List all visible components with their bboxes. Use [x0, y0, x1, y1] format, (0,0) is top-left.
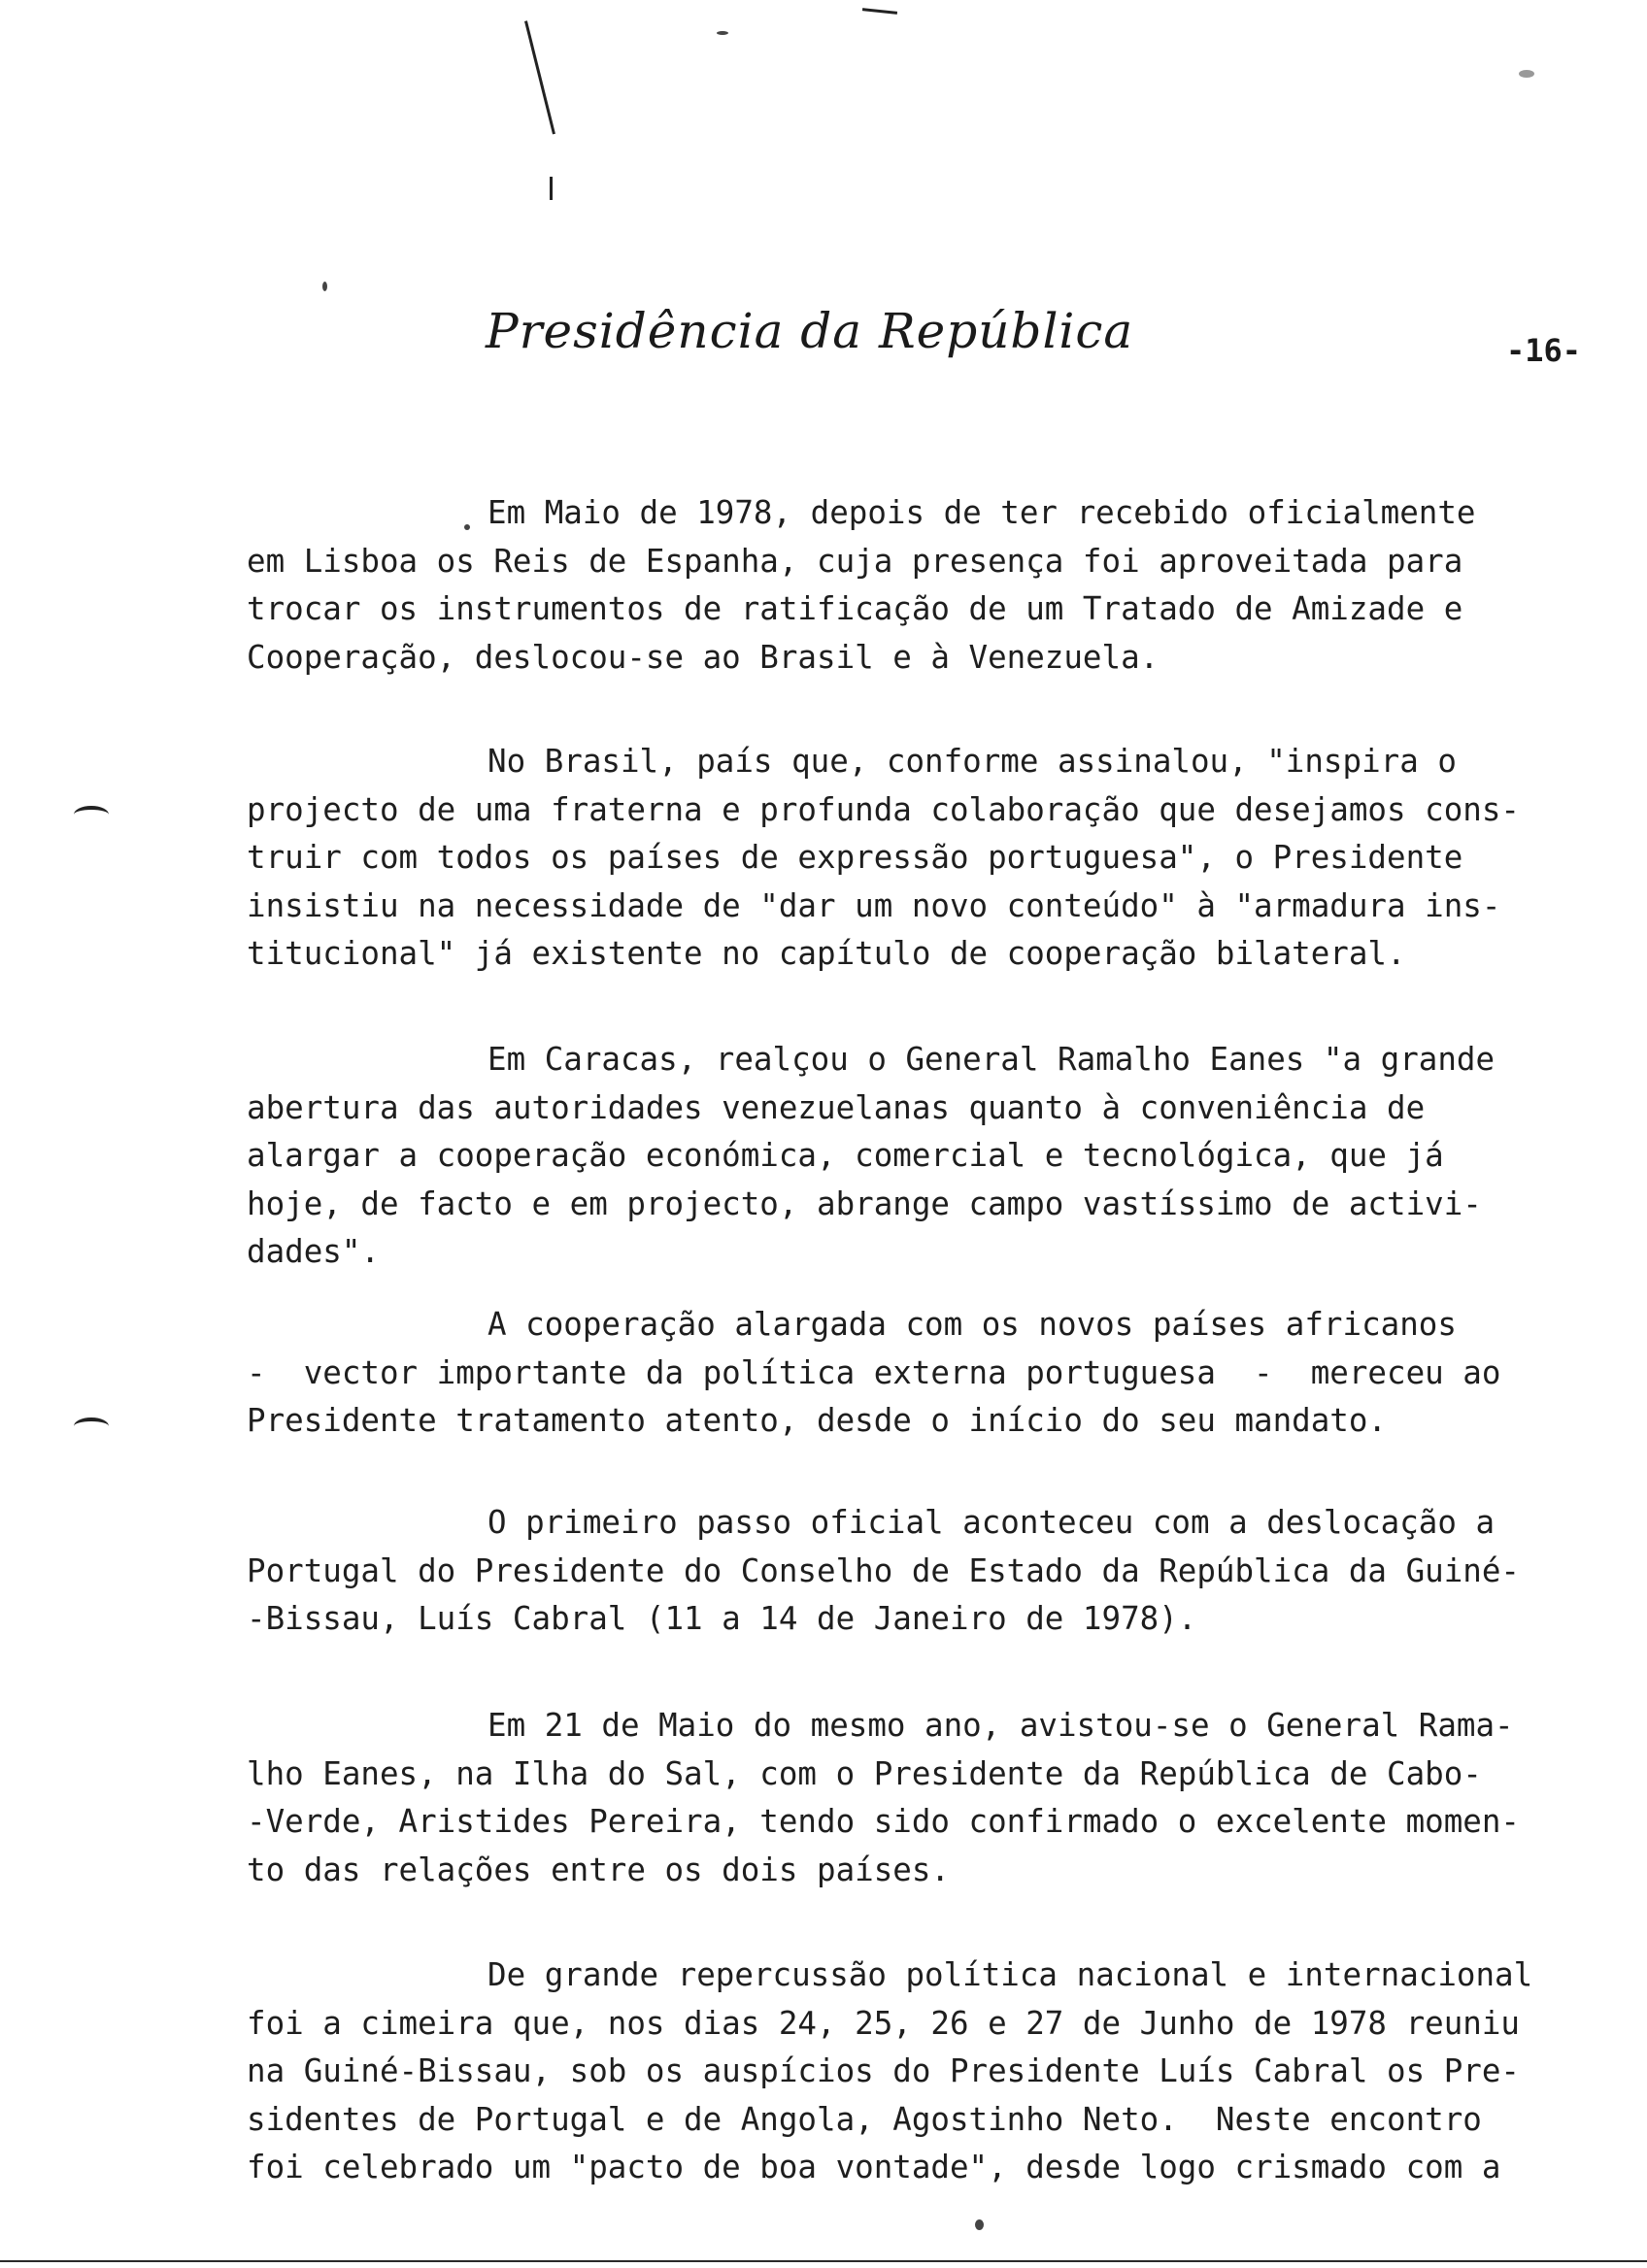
paragraph-7: [247, 1951, 1645, 2192]
text-line: Em Maio de 1978, depois de ter recebido oficialmente: [487, 494, 1476, 531]
text-line: foi celebrado um "pacto de boa vontade", desde logo crismado com a: [247, 2149, 1501, 2185]
text-line: projecto de uma fraterna e profunda colaboração que desejamos cons-: [247, 790, 1520, 828]
text-line: trocar os instrumentos de ratificação de um Tratado de Amizade e: [247, 590, 1463, 627]
text-line: -Verde, Aristides Pereira, tendo sido confirmado o excelente momen-: [247, 1803, 1520, 1840]
paragraph-6: [247, 1702, 1645, 1894]
text-line: dades".: [247, 1233, 380, 1270]
paragraph-1: [247, 489, 1645, 682]
text-line: Em 21 de Maio do mesmo ano, avistou-se o General Rama-: [487, 1707, 1514, 1744]
text-line: O primeiro passo oficial aconteceu com a deslocação a: [487, 1504, 1496, 1541]
text-line: De grande repercussão política nacional e internacional: [487, 1956, 1533, 1993]
text-line: -Bissau, Luís Cabral (11 a 14 de Janeiro de 1978).: [247, 1600, 1197, 1637]
letterhead-title: Presidência da República: [486, 303, 1134, 359]
text-line: to das relações entre os dois países.: [247, 1851, 950, 1888]
text-line: sidentes de Portugal e de Angola, Agostinho Neto. Neste encontro: [247, 2100, 1482, 2138]
text-line: Presidente tratamento atento, desde o início do seu mandato.: [247, 1402, 1387, 1439]
scan-mark: [862, 8, 897, 15]
page-bottom-edge: [0, 2260, 1647, 2262]
text-line: Portugal do Presidente do Conselho de Estado da República da Guiné-: [247, 1551, 1520, 1589]
text-line: foi a cimeira que, nos dias 24, 25, 26 e 27 de Junho de 1978 reuniu: [247, 2004, 1520, 2042]
text-line: A cooperação alargada com os novos países africanos: [487, 1306, 1457, 1343]
scan-mark: [524, 20, 555, 134]
text-line: insistiu na necessidade de "dar um novo conteúdo" à "armadura ins-: [247, 886, 1501, 924]
text-line: titucional" já existente no capítulo de cooperação bilateral.: [247, 935, 1406, 972]
scan-mark: [550, 177, 553, 200]
page-number: -16-: [1505, 332, 1581, 369]
paragraph-2: [247, 738, 1645, 979]
text-line: No Brasil, país que, conforme assinalou, "inspira o: [487, 743, 1457, 780]
text-line: Em Caracas, realçou o General Ramalho Eanes "a grande: [487, 1041, 1496, 1078]
text-line: lho Eanes, na Ilha do Sal, com o Presidente da República de Cabo-: [247, 1754, 1482, 1792]
text-line: - vector importante da política externa portuguesa - mereceu ao: [247, 1353, 1501, 1391]
scan-speck: [1519, 70, 1534, 78]
text-line: truir com todos os países de expressão portuguesa", o Presidente: [247, 839, 1463, 876]
text-line: abertura das autoridades venezuelanas quanto à conveniência de: [247, 1088, 1426, 1126]
text-line: em Lisboa os Reis de Espanha, cuja presença foi aproveitada para: [247, 542, 1463, 580]
scan-speck: [717, 31, 728, 35]
paragraph-4: [247, 1301, 1645, 1446]
text-line: hoje, de facto e em projecto, abrange campo vastíssimo de activi-: [247, 1184, 1482, 1222]
scan-speck: [322, 282, 327, 291]
text-line: na Guiné-Bissau, sob os auspícios do Presidente Luís Cabral os Pre-: [247, 2052, 1520, 2089]
paragraph-5: [247, 1499, 1645, 1644]
paragraph-3: [247, 1036, 1645, 1277]
scan-speck: [975, 2219, 984, 2230]
text-line: alargar a cooperação económica, comercial e tecnológica, que já: [247, 1137, 1444, 1174]
punch-hole-mark: [74, 806, 109, 823]
punch-hole-mark: [74, 1418, 109, 1435]
text-line: Cooperação, deslocou-se ao Brasil e à Venezuela.: [247, 638, 1160, 676]
